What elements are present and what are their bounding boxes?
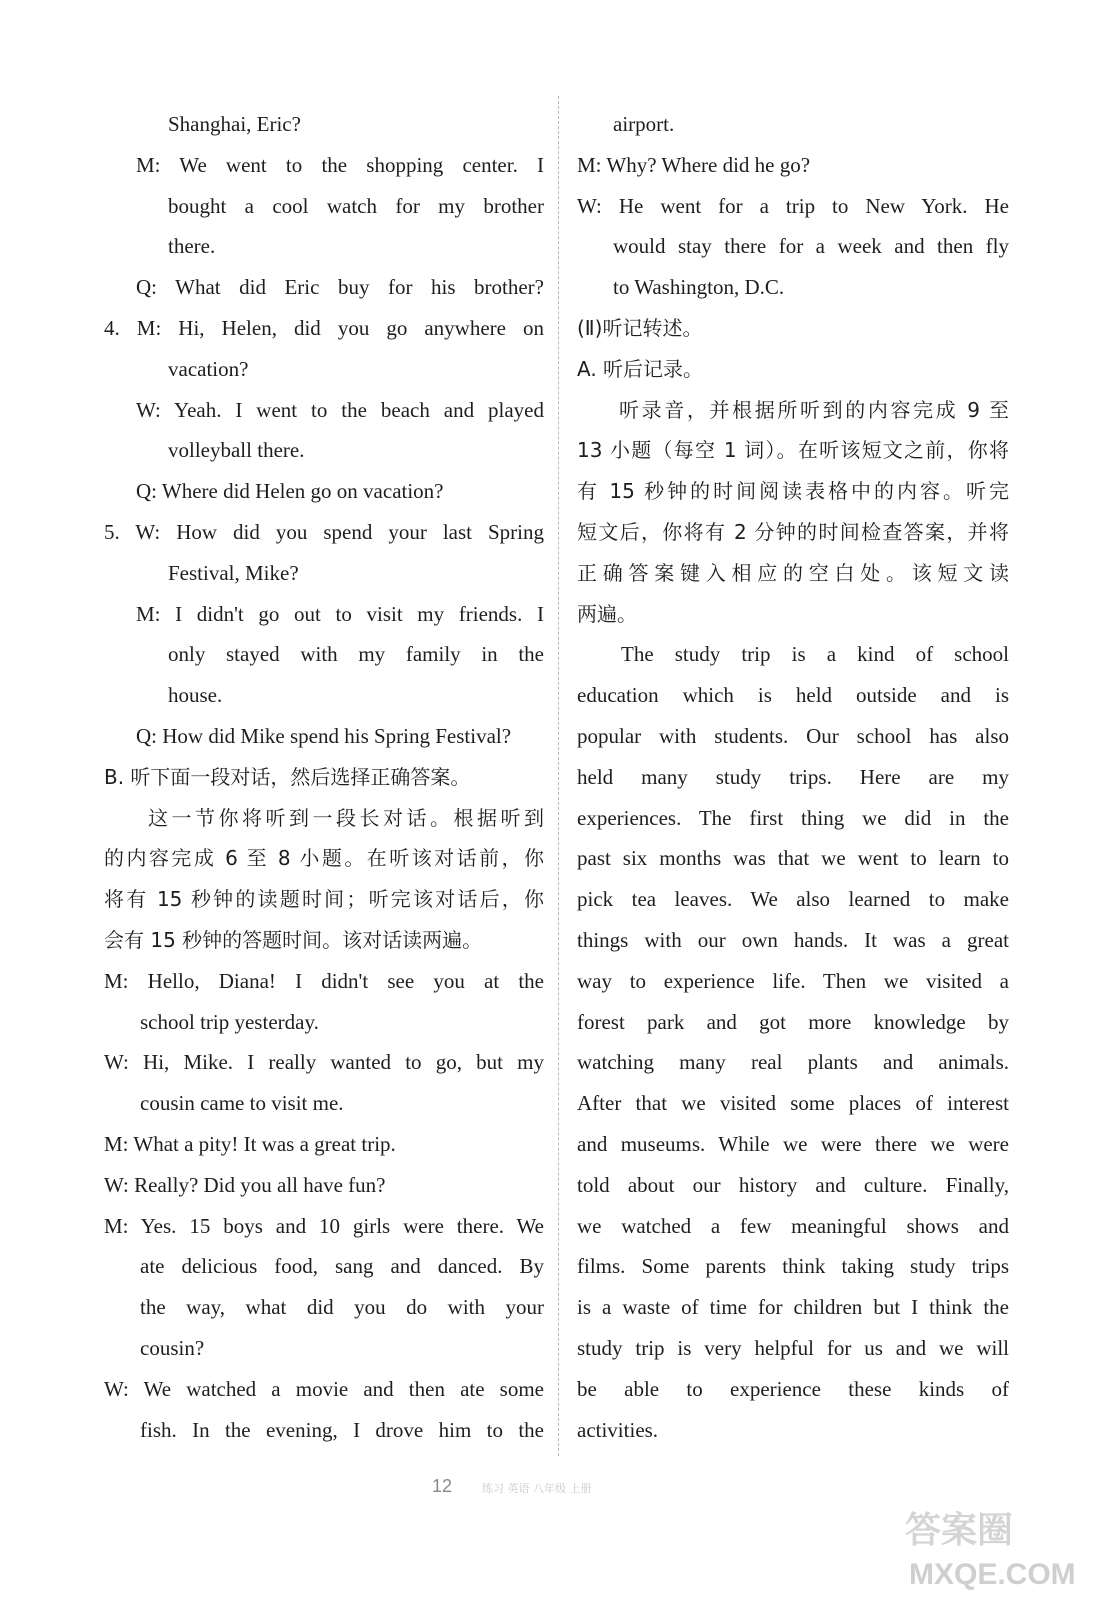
text-line: A. 听后记录。 <box>577 356 704 381</box>
text-line: is a waste of time for children but I think the <box>577 1295 1009 1320</box>
text-line: cousin came to visit me. <box>140 1091 344 1116</box>
text-line: 有 15 秒钟的时间阅读表格中的内容。听完 <box>577 479 1009 504</box>
text-line: way to experience life. Then we visited a <box>577 968 1009 993</box>
column-divider <box>558 96 559 1456</box>
text-line: and museums. While we were there we were <box>577 1131 1009 1156</box>
text-line: 的内容完成 6 至 8 小题。在听该对话前，你 <box>104 846 544 871</box>
text-line: M: Yes. 15 boys and 10 girls were there. We <box>104 1213 544 1238</box>
text-line: The study trip is a kind of school <box>621 642 1009 667</box>
page-number: 12 <box>432 1476 453 1496</box>
text-line: M: I didn't go out to visit my friends. I <box>136 601 544 626</box>
text-line: experiences. The first thing we did in the <box>577 805 1009 830</box>
text-line: 5. W: How did you spend your last Spring <box>104 519 544 544</box>
text-line: told about our history and culture. Finally, <box>577 1172 1009 1197</box>
text-line: 这一节你将听到一段长对话。根据听到 <box>148 805 544 830</box>
text-line: W: Hi, Mike. I really wanted to go, but my <box>104 1050 544 1075</box>
text-line: activities. <box>577 1417 659 1442</box>
text-line: airport. <box>613 112 675 136</box>
text-line: M: Hello, Diana! I didn't see you at the <box>104 968 544 993</box>
watermark-url: MXQE.COM <box>909 1558 1076 1591</box>
text-line: watching many real plants and animals. <box>577 1050 1009 1075</box>
text-line: W: Really? Did you all have fun? <box>104 1172 386 1197</box>
text-line: only stayed with my family in the <box>168 642 544 667</box>
text-line: M: What a pity! It was a great trip. <box>104 1131 396 1156</box>
text-line: 13 小题（每空 1 词）。在听该短文之前，你将 <box>577 438 1009 463</box>
text-line: Q: How did Mike spend his Spring Festival? <box>136 723 512 748</box>
text-line: volleyball there. <box>168 438 305 463</box>
text-line: would stay there for a week and then fly <box>613 234 1009 259</box>
text-line: house. <box>168 683 223 708</box>
watermark-logo <box>895 1498 1085 1594</box>
text-line: past six months was that we went to learn to <box>577 846 1009 871</box>
text-line: pick tea leaves. We also learned to make <box>577 887 1009 912</box>
text-line: Q: What did Eric buy for his brother? <box>136 275 544 300</box>
text-line: 短文后，你将有 2 分钟的时间检查答案，并将 <box>577 519 1009 544</box>
text-line: be able to experience these kinds of <box>577 1376 1009 1401</box>
text-line: 正确答案键入相应的空白处。该短文读 <box>577 560 1009 585</box>
text-line: 4. M: Hi, Helen, did you go anywhere on <box>104 315 544 340</box>
text-line: fish. In the evening, I drove him to the <box>140 1417 544 1442</box>
watermark-logo-text: 答案圈 <box>905 1510 1014 1551</box>
text-line: there. <box>168 234 216 259</box>
text-line: W: He went for a trip to New York. He <box>577 193 1009 218</box>
footer-text: 练习 英语 八年级 上册 <box>482 1482 592 1495</box>
text-line: the way, what did you do with your <box>140 1295 544 1320</box>
text-line: 听录音，并根据所听到的内容完成 9 至 <box>619 397 1009 422</box>
text-line: school trip yesterday. <box>140 1009 319 1034</box>
text-line: M: Why? Where did he go? <box>577 152 811 177</box>
text-line: W: Yeah. I went to the beach and played <box>136 397 544 422</box>
text-line: held many study trips. Here are my <box>577 764 1009 789</box>
text-line: popular with students. Our school has also <box>577 723 1009 748</box>
text-line: we watched a few meaningful shows and <box>577 1213 1009 1238</box>
text-line: education which is held outside and is <box>577 683 1009 708</box>
text-line: things with our own hands. It was a great <box>577 927 1009 952</box>
text-line: ate delicious food, sang and danced. By <box>140 1254 544 1279</box>
left-column <box>104 104 544 1450</box>
text-line: After that we visited some places of interest <box>577 1091 1009 1116</box>
page-footer <box>432 1472 592 1500</box>
text-line: cousin? <box>140 1335 205 1360</box>
text-line: to Washington, D.C. <box>613 275 785 300</box>
text-line: (Ⅱ)听记转述。 <box>577 315 703 340</box>
text-line: 两遍。 <box>577 601 637 626</box>
text-line: films. Some parents think taking study trips <box>577 1254 1009 1279</box>
text-line: Festival, Mike? <box>168 560 299 585</box>
text-line: vacation? <box>168 356 249 381</box>
right-column <box>573 104 1009 1450</box>
text-line: study trip is very helpful for us and we will <box>577 1335 1009 1360</box>
text-line: bought a cool watch for my brother <box>168 193 544 218</box>
text-line: 会有 15 秒钟的答题时间。该对话读两遍。 <box>104 927 483 952</box>
text-line: B. 听下面一段对话，然后选择正确答案。 <box>104 764 471 789</box>
text-line: forest park and got more knowledge by <box>577 1009 1009 1034</box>
text-line: W: We watched a movie and then ate some <box>104 1376 544 1401</box>
text-line: M: We went to the shopping center. I <box>136 152 544 177</box>
text-line: 将有 15 秒钟的读题时间；听完该对话后，你 <box>104 887 544 912</box>
text-line: Shanghai, Eric? <box>168 112 301 136</box>
text-line: Q: Where did Helen go on vacation? <box>136 479 444 504</box>
